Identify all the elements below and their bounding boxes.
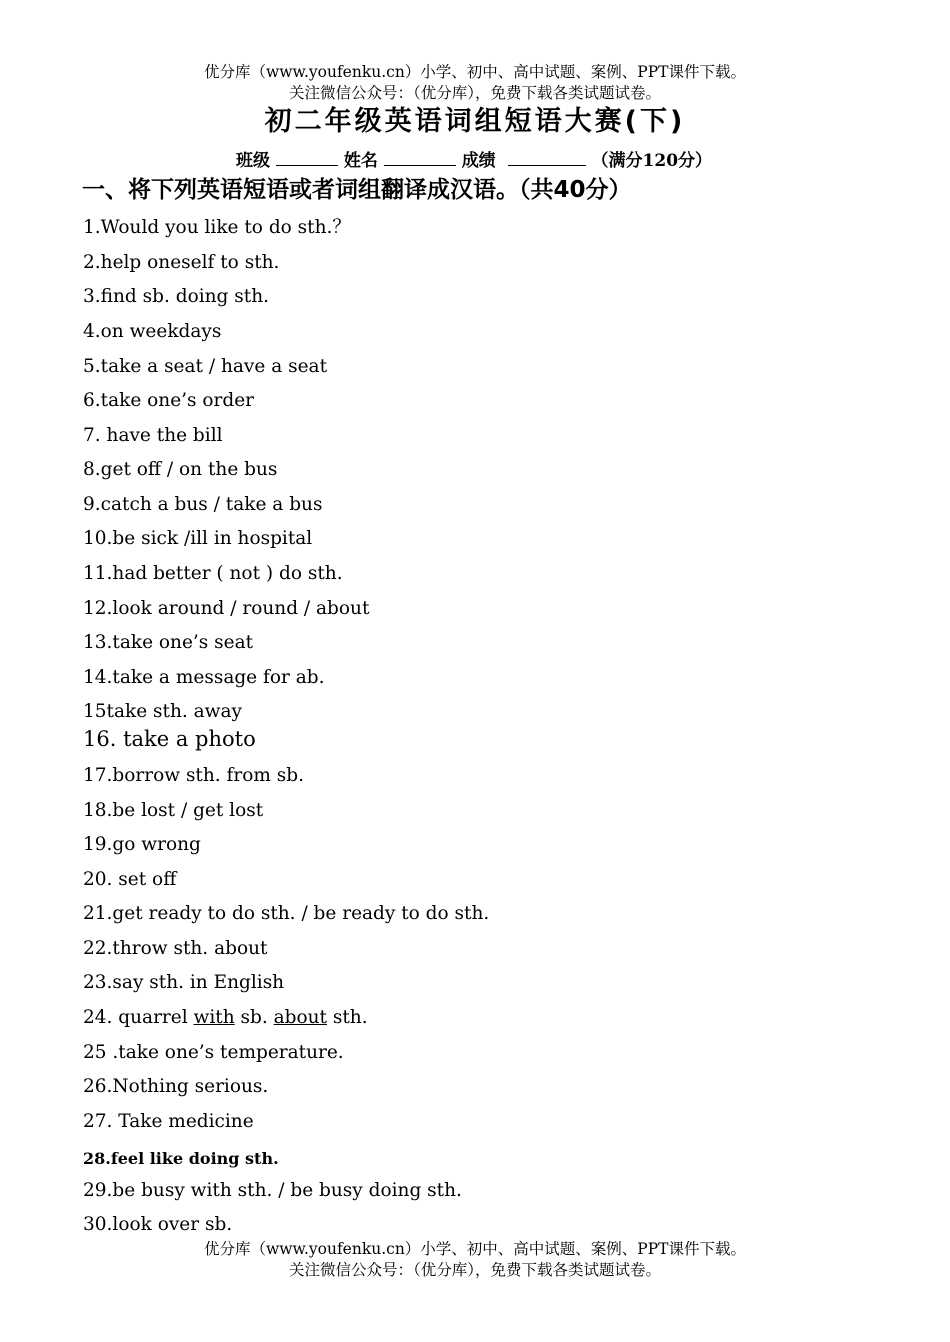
- header-line-2: 关注微信公众号：（优分库），免费下载各类试题试卷。: [288, 84, 661, 102]
- section-heading-1: 一、将下列英语短语或者词组翻译成汉语。（共40分）: [82, 177, 632, 203]
- list-item: 2.help oneself to sth.: [83, 252, 280, 273]
- list-item: 6.take one’s order: [83, 390, 255, 411]
- footer-line-2: 关注微信公众号：（优分库），免费下载各类试题试卷。: [288, 1261, 661, 1279]
- list-item: 28.feel like doing sth.: [83, 1149, 279, 1168]
- item-text-pre: 24. quarrel: [83, 1007, 194, 1028]
- list-item: 5.take a seat / have a seat: [83, 356, 328, 377]
- list-item: 19.go wrong: [83, 834, 201, 855]
- list-item: 18.be lost / get lost: [83, 800, 264, 821]
- list-item: 14.take a message for ab.: [83, 667, 325, 688]
- list-item: 27. Take medicine: [83, 1111, 254, 1132]
- list-item: 29.be busy with sth. / be busy doing sth.: [83, 1180, 462, 1201]
- name-label: 姓名: [343, 151, 378, 171]
- header-line-1: 优分库（www.youfenku.cn）小学、初中、高中试题、案例、PPT课件下载。: [203, 63, 747, 81]
- list-item: 13.take one’s seat: [83, 632, 254, 653]
- list-item: 21.get ready to do sth. / be ready to do sth.: [83, 903, 490, 924]
- item-text-mid: sb.: [234, 1007, 274, 1028]
- list-item: 11.had better ( not ) do sth.: [83, 563, 343, 584]
- class-label: 班级: [236, 151, 270, 171]
- name-blank: [384, 149, 456, 166]
- list-item: 15take sth. away: [83, 701, 242, 722]
- list-item: 9.catch a bus / take a bus: [83, 494, 323, 515]
- list-item: 8.get off / on the bus: [83, 459, 278, 480]
- footer-line-1: 优分库（www.youfenku.cn）小学、初中、高中试题、案例、PPT课件下载。: [203, 1240, 747, 1258]
- list-item: 17.borrow sth. from sb.: [83, 765, 305, 786]
- score-blank: [508, 149, 586, 166]
- list-item: [83, 1006, 368, 1030]
- list-item: 22.throw sth. about: [83, 938, 268, 959]
- class-blank: [276, 149, 338, 166]
- list-item: 30.look over sb.: [83, 1214, 233, 1235]
- list-item: 25 .take one’s temperature.: [83, 1042, 344, 1063]
- item-text-post: sth.: [326, 1007, 368, 1028]
- list-item: 3.find sb. doing sth.: [83, 286, 269, 307]
- info-line: [236, 149, 712, 172]
- list-item: 10.be sick /ill in hospital: [83, 528, 313, 549]
- list-item: 4.on weekdays: [83, 321, 222, 342]
- list-item: 7. have the bill: [83, 425, 223, 446]
- underlined-word: about: [273, 1007, 327, 1028]
- score-label: 成绩: [461, 151, 496, 171]
- underlined-word: with: [193, 1007, 235, 1028]
- page-title: 初二年级英语词组短语大赛(下): [264, 106, 686, 137]
- full-score: （满分120分）: [591, 151, 713, 171]
- list-item: 26.Nothing serious.: [83, 1076, 269, 1097]
- list-item: 12.look around / round / about: [83, 598, 370, 619]
- list-item: 1.Would you like to do sth.？: [83, 217, 351, 238]
- list-item: 16. take a photo: [83, 727, 256, 751]
- list-item: 20. set off: [83, 869, 177, 890]
- list-item: 23.say sth. in English: [83, 972, 285, 993]
